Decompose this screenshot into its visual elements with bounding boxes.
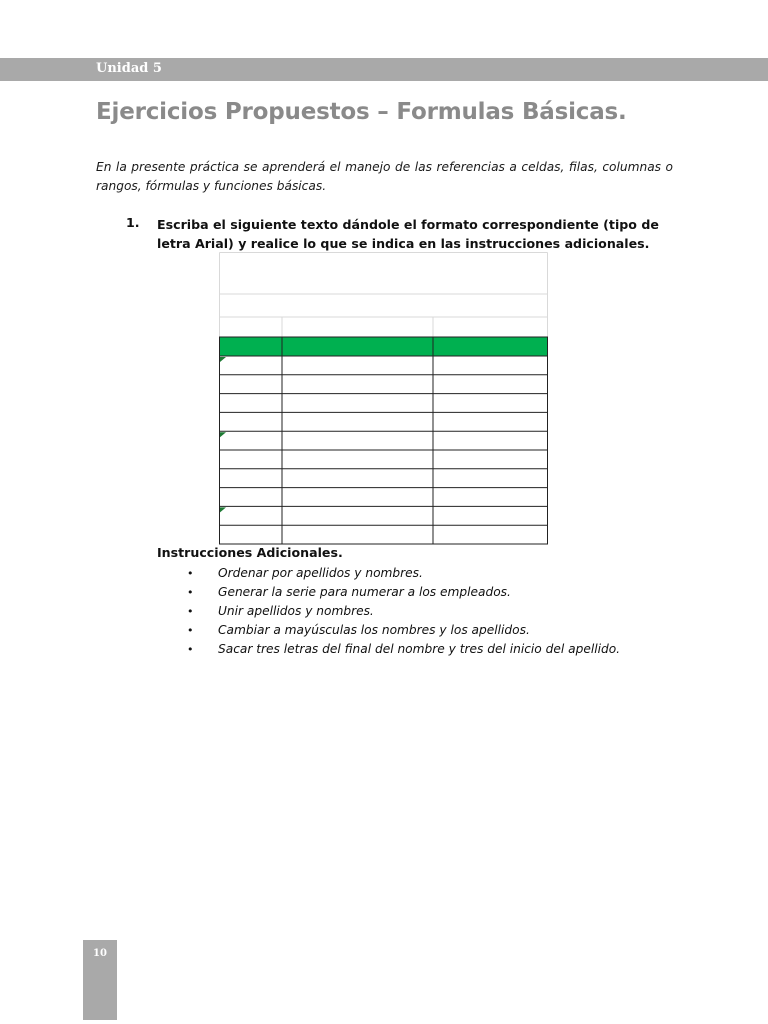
instruction-text: Generar la serie para numerar a los empleados. — [218, 585, 511, 599]
bullet-icon: • — [187, 624, 194, 637]
exercise-number: 1. — [126, 215, 140, 230]
page-number: 10 — [93, 948, 107, 959]
instruction-text: Ordenar por apellidos y nombres. — [218, 566, 423, 580]
unit-label: Unidad 5 — [96, 61, 162, 76]
spreadsheet-image — [219, 252, 548, 545]
page-number-tab — [83, 940, 117, 1020]
bullet-icon: • — [187, 586, 194, 599]
table-header-row — [220, 337, 548, 356]
instruction-text: Sacar tres letras del final del nombre y tres del inicio del apellido. — [218, 642, 621, 656]
unit-header-bar — [0, 58, 768, 81]
bullet-icon: • — [187, 605, 194, 618]
exercise-text: Escriba el siguiente texto dándole el formato correspondiente (tipo de letra Arial) y realice lo que se indica en las instrucciones adicionales. — [157, 217, 659, 251]
cell-marker-icon — [220, 432, 226, 437]
cell-marker-icon — [220, 507, 226, 512]
cell-marker-icon — [220, 357, 226, 362]
intro-paragraph: En la presente práctica se aprenderá el manejo de las referencias a celdas, filas, columnas o rangos, fórmulas y funciones básicas. — [96, 160, 673, 193]
spreadsheet-grid — [219, 252, 548, 545]
instruction-text: Unir apellidos y nombres. — [218, 604, 374, 618]
page-title: Ejercicios Propuestos – Formulas Básicas. — [96, 99, 627, 125]
bullet-icon: • — [187, 567, 194, 580]
instructions-heading: Instrucciones Adicionales. — [157, 545, 343, 560]
bullet-icon: • — [187, 643, 194, 656]
instruction-text: Cambiar a mayúsculas los nombres y los apellidos. — [218, 623, 530, 637]
